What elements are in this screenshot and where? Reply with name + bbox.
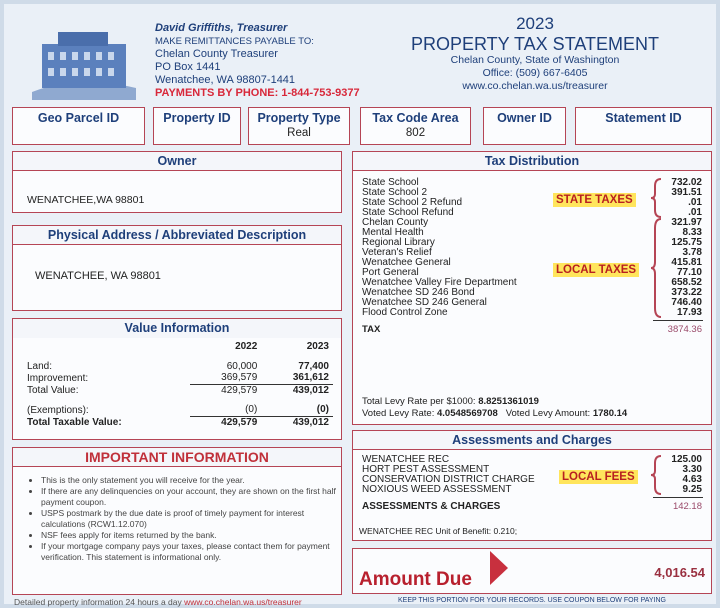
value-table — [23, 340, 333, 428]
v2023: 439,012 — [292, 384, 329, 396]
assessments-note: WENATCHEE REC Unit of Benefit: 0.210; — [359, 526, 518, 536]
value-title: Value Information — [13, 319, 341, 338]
item-amount: 321.97 — [671, 217, 702, 228]
label: Land: — [27, 360, 53, 372]
value-row-exemptions — [23, 404, 333, 416]
assessments-total: 142.18 — [672, 501, 702, 512]
city: Wenatchee, WA 98807-1441 — [155, 74, 296, 86]
courthouse-logo — [28, 22, 140, 102]
v2022: 429,579 — [221, 416, 258, 428]
value-row-taxable — [23, 416, 333, 428]
value-information-section — [12, 318, 342, 440]
item-name: Wenatchee SD 246 Bond — [362, 287, 475, 298]
year-2023: 2023 — [306, 340, 329, 352]
owner-section — [12, 151, 342, 213]
item-amount: 373.22 — [671, 287, 702, 298]
value-row-total — [23, 384, 333, 396]
tax-total: 3874.36 — [667, 324, 702, 335]
v2023: 77,400 — [298, 360, 329, 372]
owner-address: WENATCHEE,WA 98801 — [27, 194, 145, 206]
list-item: • If there are any delinquencies on your account, they are shown on the first half payment coupon. — [41, 486, 341, 508]
value-row-improvement — [23, 372, 333, 384]
footer-info — [14, 597, 302, 607]
local-taxes-text: LOCAL TAXES — [553, 263, 639, 277]
item-name: WENATCHEE REC — [362, 454, 450, 465]
statement-year: 2023 — [516, 14, 554, 33]
state-brace-icon — [649, 178, 663, 218]
year-2022: 2022 — [235, 340, 258, 352]
item-name: Wenatchee SD 246 General — [362, 297, 487, 308]
item-name: State School Refund — [362, 207, 454, 218]
amount-due-section — [352, 548, 712, 594]
footer-link[interactable]: www.co.chelan.wa.us/treasurer — [184, 597, 302, 607]
item-name: Wenatchee General — [362, 257, 451, 268]
assessments-section — [352, 430, 712, 541]
item-amount: 391.51 — [671, 187, 702, 198]
levy-info — [362, 396, 627, 420]
item-name: Chelan County — [362, 217, 429, 228]
treasurer-name: David Griffiths, Treasurer — [155, 22, 288, 34]
label: Improvement: — [27, 372, 89, 384]
physical-address: WENATCHEE, WA 98801 — [35, 270, 161, 282]
owner-title: Owner — [13, 152, 341, 171]
county: Chelan County, State of Washington — [450, 54, 620, 66]
list-item: • This is the only statement you will receive for the year. — [41, 475, 341, 486]
label: Property ID — [163, 111, 231, 125]
item-amount: 9.25 — [682, 484, 702, 495]
item-amount: 8.33 — [682, 227, 702, 238]
local-fees-label — [559, 467, 638, 485]
levy-rate: 8.8251361019 — [478, 396, 539, 407]
keep-portion-notice: KEEP THIS PORTION FOR YOUR RECORDS. USE COUPON BELOW FOR PAYING — [398, 597, 666, 604]
tax-distribution-title: Tax Distribution — [353, 152, 711, 171]
property-type-box — [248, 107, 350, 145]
item-amount: 125.00 — [671, 454, 702, 465]
item-amount: 3.30 — [682, 464, 702, 475]
item-amount: 3.78 — [682, 247, 702, 258]
item-amount: 77.10 — [676, 267, 702, 278]
sum-line — [653, 320, 703, 321]
label: Total Taxable Value: — [27, 416, 122, 428]
item-amount: 658.52 — [671, 277, 702, 288]
value: 802 — [405, 127, 426, 139]
fees-brace-icon — [649, 455, 663, 495]
state-taxes-label — [553, 190, 636, 208]
levy-rate-label: Total Levy Rate per $1000: — [362, 396, 476, 407]
voted-amount: 1780.14 — [592, 408, 628, 419]
remit-label: MAKE REMITTANCES PAYABLE TO: — [155, 36, 314, 47]
assessments-title: Assessments and Charges — [353, 431, 711, 450]
item-amount: 17.93 — [676, 307, 702, 318]
office-phone: Office: (509) 667-6405 — [482, 67, 588, 79]
item-amount: .01 — [688, 197, 702, 208]
item-name: Mental Health — [362, 227, 424, 238]
item-amount: 4.63 — [682, 474, 702, 485]
label: Geo Parcel ID — [37, 111, 120, 125]
item-name: Wenatchee Valley Fire Department — [362, 277, 517, 288]
physical-address-section — [12, 225, 342, 311]
statement-id-box — [575, 107, 712, 145]
item-name: HORT PEST ASSESSMENT — [362, 464, 490, 475]
physical-title: Physical Address / Abbreviated Description — [13, 226, 341, 245]
v2022: 369,579 — [190, 372, 262, 384]
tax-distribution-section — [352, 151, 712, 425]
phone-payments: PAYMENTS BY PHONE: 1-844-753-9377 — [155, 87, 360, 99]
item-name: Port General — [362, 267, 419, 278]
footer-text: Detailed property information 24 hours a day — [14, 597, 182, 607]
important-title: IMPORTANT INFORMATION — [13, 448, 341, 467]
list-item: • If your mortgage company pays your taxes, please contact them for payment verification. This statement is informational only. — [41, 541, 341, 563]
label: Total Value: — [27, 384, 79, 396]
local-taxes-label — [553, 260, 639, 278]
statement-title: PROPERTY TAX STATEMENT — [410, 34, 660, 54]
label: Owner ID — [497, 111, 552, 125]
item-name: Veteran's Relief — [362, 247, 432, 258]
amount-due-label: Amount Due — [359, 569, 472, 590]
v2023: 439,012 — [292, 416, 329, 428]
po-box: PO Box 1441 — [155, 61, 221, 73]
tax-code-area-box — [360, 107, 471, 145]
item-amount: 746.40 — [671, 297, 702, 308]
item-amount: 415.81 — [671, 257, 702, 268]
label: (Exemptions): — [27, 404, 89, 416]
item-name: State School 2 Refund — [362, 197, 463, 208]
list-item: • NSF fees apply for items returned by the bank. — [41, 530, 341, 541]
label: Statement ID — [605, 111, 682, 125]
v2022: 60,000 — [226, 360, 258, 372]
voted-amount-label: Voted Levy Amount: — [505, 408, 591, 419]
state-taxes-text: STATE TAXES — [553, 193, 636, 207]
item-name: NOXIOUS WEED ASSESSMENT — [362, 484, 512, 495]
tax-label: TAX — [362, 324, 381, 335]
assessments-total-label: ASSESSMENTS & CHARGES — [362, 501, 501, 512]
voted-rate-label: Voted Levy Rate: — [362, 408, 435, 419]
label: Tax Code Area — [372, 111, 459, 125]
item-amount: 732.02 — [671, 177, 702, 188]
website[interactable]: www.co.chelan.wa.us/treasurer — [462, 80, 608, 92]
v2022: 429,579 — [221, 384, 258, 396]
item-amount: .01 — [688, 207, 702, 218]
arrow-icon — [490, 551, 508, 585]
owner-id-box — [483, 107, 566, 145]
item-name: State School 2 — [362, 187, 428, 198]
item-name: State School — [362, 177, 419, 188]
v2023: 361,612 — [261, 372, 333, 384]
value-row-land — [23, 360, 333, 372]
list-item: • USPS postmark by the due date is proof of timely payment for interest calculations (RCW1.12.070) — [41, 508, 341, 530]
important-list — [13, 475, 341, 563]
value: Real — [287, 127, 311, 139]
voted-rate: 4.0548569708 — [437, 408, 498, 419]
item-name: Regional Library — [362, 237, 435, 248]
v2022: (0) — [190, 404, 262, 416]
item-name: CONSERVATION DISTRICT CHARGE — [362, 474, 535, 485]
property-id-box — [153, 107, 241, 145]
label: Property Type — [257, 111, 341, 125]
sum-line — [653, 497, 703, 498]
item-name: Flood Control Zone — [362, 307, 448, 318]
geo-parcel-id-box — [12, 107, 145, 145]
important-information-section — [12, 447, 342, 595]
local-brace-icon — [649, 218, 663, 318]
item-amount: 125.75 — [671, 237, 702, 248]
amount-due-value: 4,016.54 — [654, 565, 705, 580]
local-fees-text: LOCAL FEES — [559, 470, 638, 484]
payee: Chelan County Treasurer — [155, 48, 278, 60]
v2023: (0) — [261, 404, 333, 416]
